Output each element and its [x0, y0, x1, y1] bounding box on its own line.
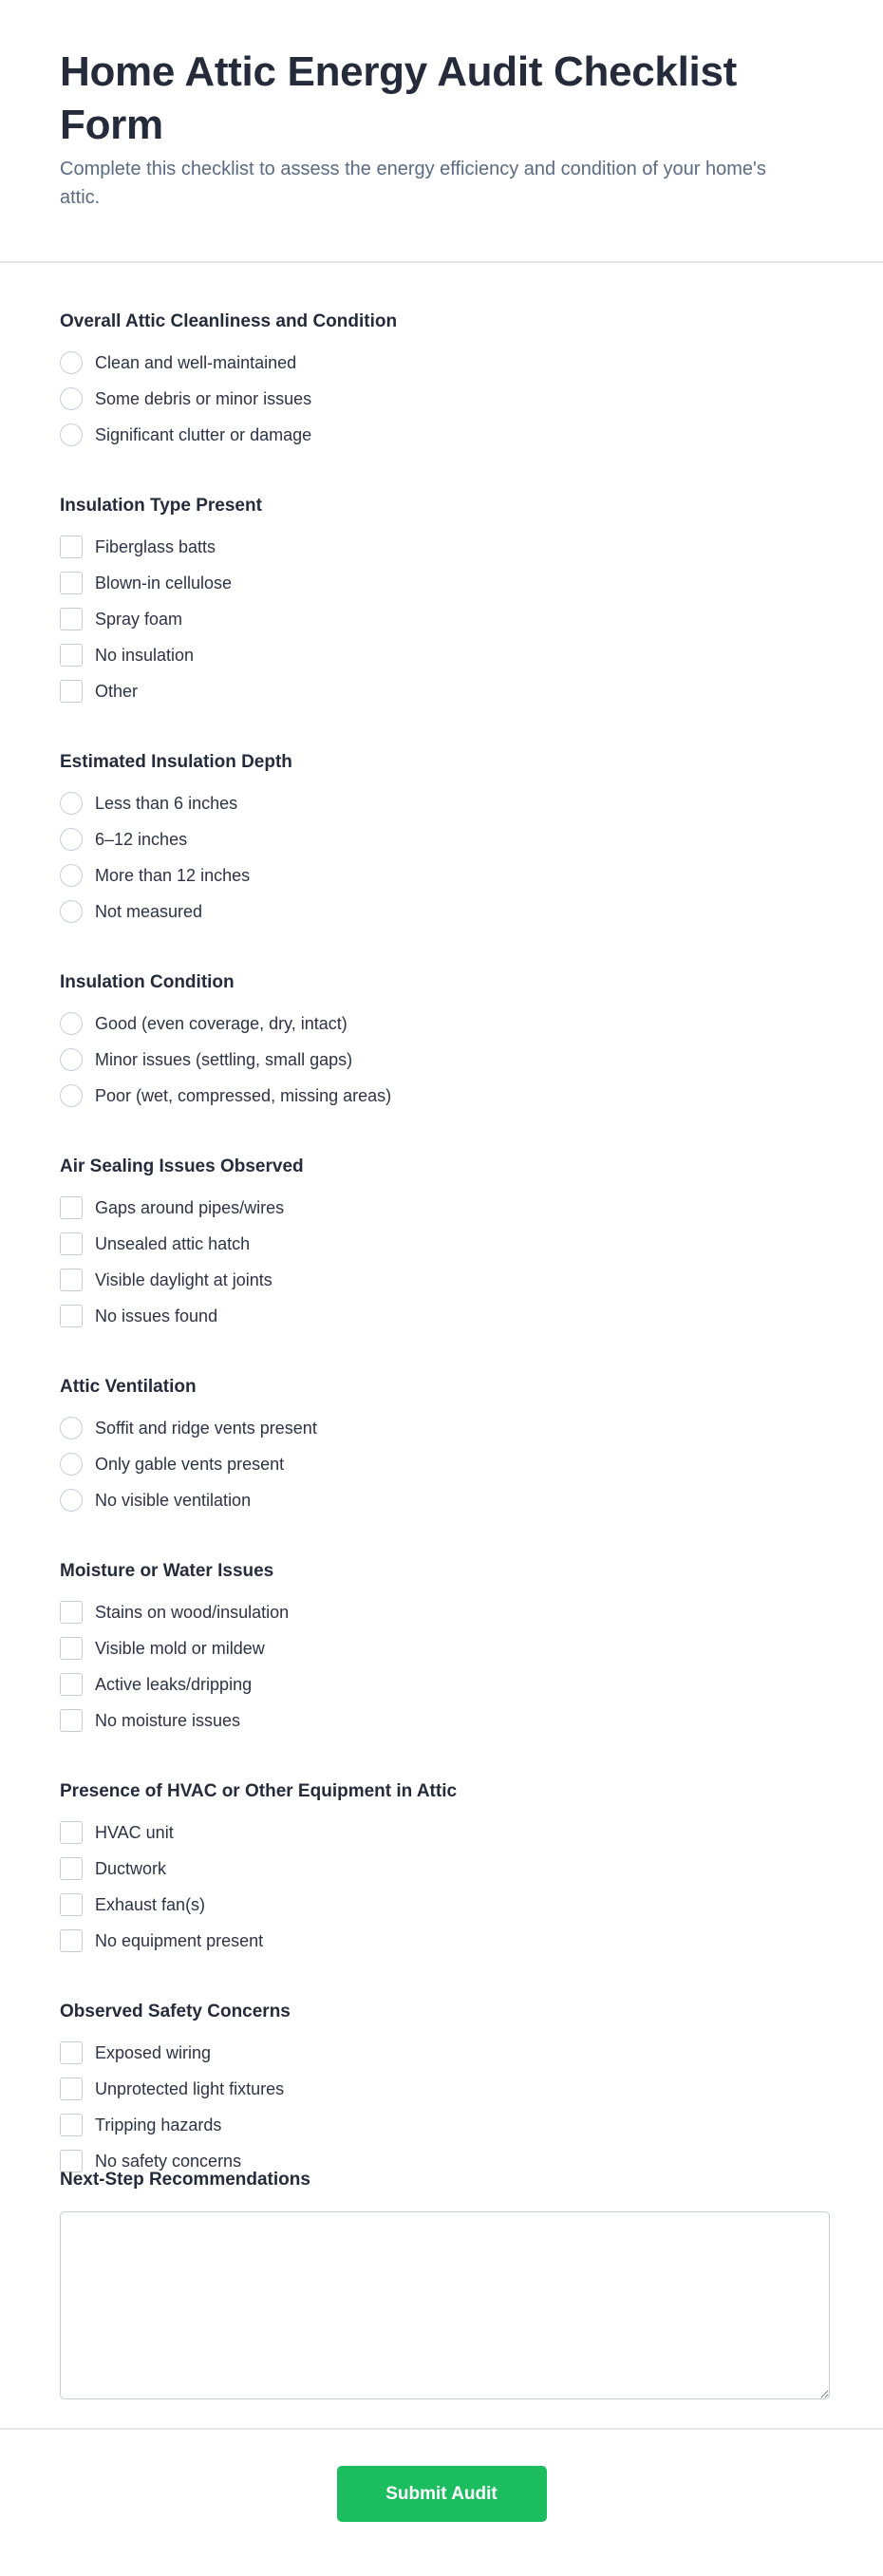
option-label: Visible mold or mildew — [95, 1638, 265, 1658]
question-section — [60, 494, 829, 709]
option-label: Good (even coverage, dry, intact) — [95, 1013, 348, 1033]
page-title: Home Attic Energy Audit Checklist Form — [60, 48, 737, 148]
radio-button[interactable] — [60, 792, 83, 815]
radio-option[interactable] — [60, 1446, 829, 1482]
radio-button[interactable] — [60, 387, 83, 410]
checkbox-option[interactable] — [60, 1702, 829, 1739]
checkbox-option[interactable] — [60, 1814, 829, 1851]
radio-button[interactable] — [60, 828, 83, 851]
radio-button[interactable] — [60, 423, 83, 446]
option-label: Blown-in cellulose — [95, 573, 233, 592]
checkbox[interactable] — [60, 1709, 83, 1732]
radio-option[interactable] — [60, 1410, 829, 1446]
option-label: HVAC unit — [95, 1822, 174, 1842]
question-title: Air Sealing Issues Observed — [60, 1156, 304, 1176]
question-title: Insulation Condition — [60, 972, 235, 992]
radio-button[interactable] — [60, 1489, 83, 1512]
option-label: Spray foam — [95, 609, 183, 629]
checkbox[interactable] — [60, 644, 83, 667]
question-section — [60, 750, 829, 930]
radio-option[interactable] — [60, 1482, 829, 1518]
question-section — [60, 1375, 829, 1518]
option-label: Soffit and ridge vents present — [95, 1418, 317, 1438]
radio-option[interactable] — [60, 417, 829, 453]
audit-form — [0, 263, 883, 2179]
radio-option[interactable] — [60, 821, 829, 857]
option-label: No safety concerns — [95, 2151, 242, 2171]
checkbox[interactable] — [60, 1929, 83, 1952]
notes-section — [60, 2168, 830, 2399]
checkbox-option[interactable] — [60, 1226, 829, 1262]
radio-button[interactable] — [60, 900, 83, 923]
radio-option[interactable] — [60, 1006, 829, 1042]
option-label: Exposed wiring — [95, 2042, 212, 2062]
checkbox[interactable] — [60, 1232, 83, 1255]
question-section — [60, 1779, 829, 1959]
option-label: Not measured — [95, 901, 203, 921]
radio-button[interactable] — [60, 351, 83, 374]
radio-option[interactable] — [60, 893, 829, 930]
radio-button[interactable] — [60, 1453, 83, 1476]
question-section — [60, 970, 829, 1114]
checkbox-option[interactable] — [60, 529, 829, 565]
option-label: Poor (wet, compressed, missing areas) — [95, 1085, 392, 1105]
question-section — [60, 1559, 829, 1739]
recommendations-textarea[interactable] — [60, 2211, 830, 2399]
question-section — [60, 2000, 829, 2179]
radio-button[interactable] — [60, 1012, 83, 1035]
option-label: More than 12 inches — [95, 865, 251, 885]
submit-audit-button[interactable]: Submit Audit — [337, 2466, 547, 2522]
checkbox-option[interactable] — [60, 1666, 829, 1702]
checkbox[interactable] — [60, 1305, 83, 1327]
checkbox-option[interactable] — [60, 1262, 829, 1298]
radio-option[interactable] — [60, 345, 829, 381]
option-label: Active leaks/dripping — [95, 1674, 253, 1694]
checkbox-option[interactable] — [60, 673, 829, 709]
option-label: Stains on wood/insulation — [95, 1602, 290, 1622]
option-label: Unprotected light fixtures — [95, 2078, 285, 2098]
option-label: Only gable vents present — [95, 1454, 285, 1474]
checkbox-option[interactable] — [60, 1851, 829, 1887]
checkbox[interactable] — [60, 2078, 83, 2100]
question-title: Presence of HVAC or Other Equipment in Attic — [60, 1781, 458, 1801]
question-title: Overall Attic Cleanliness and Condition — [60, 311, 398, 331]
radio-button[interactable] — [60, 1084, 83, 1107]
question-title: Attic Ventilation — [60, 1377, 197, 1397]
checkbox-option[interactable] — [60, 2035, 829, 2071]
question-section — [60, 1155, 829, 1334]
radio-option[interactable] — [60, 1042, 829, 1078]
checkbox[interactable] — [60, 2041, 83, 2064]
form-footer — [0, 2428, 883, 2522]
checkbox-option[interactable] — [60, 1298, 829, 1334]
checkbox[interactable] — [60, 608, 83, 630]
question-section — [60, 310, 829, 453]
checkbox-option[interactable] — [60, 1594, 829, 1630]
checkbox[interactable] — [60, 2114, 83, 2136]
checkbox[interactable] — [60, 1601, 83, 1624]
page-subtitle: Complete this checklist to assess the energy efficiency and condition of your home's attic. — [60, 159, 766, 208]
question-title: Estimated Insulation Depth — [60, 752, 292, 772]
radio-option[interactable] — [60, 1078, 829, 1114]
notes-title: Next-Step Recommendations — [60, 2170, 310, 2190]
option-label: Significant clutter or damage — [95, 424, 312, 444]
form-header — [0, 0, 883, 263]
radio-button[interactable] — [60, 864, 83, 887]
radio-option[interactable] — [60, 857, 829, 893]
checkbox[interactable] — [60, 1893, 83, 1916]
option-label: Clean and well-maintained — [95, 352, 297, 372]
question-title: Insulation Type Present — [60, 496, 262, 516]
checkbox[interactable] — [60, 680, 83, 703]
checkbox[interactable] — [60, 1196, 83, 1219]
option-label: Fiberglass batts — [95, 536, 216, 556]
option-label: Unsealed attic hatch — [95, 1233, 251, 1253]
option-label: Ductwork — [95, 1858, 167, 1878]
checkbox-option[interactable] — [60, 1923, 829, 1959]
checkbox-option[interactable] — [60, 1190, 829, 1226]
option-label: Less than 6 inches — [95, 793, 238, 813]
option-label: Some debris or minor issues — [95, 388, 312, 408]
checkbox-option[interactable] — [60, 2107, 829, 2143]
option-label: Tripping hazards — [95, 2115, 222, 2134]
checkbox[interactable] — [60, 1637, 83, 1660]
option-label: No equipment present — [95, 1930, 264, 1950]
option-label: 6–12 inches — [95, 829, 188, 849]
option-label: No visible ventilation — [95, 1490, 252, 1510]
option-label: No insulation — [95, 645, 195, 665]
checkbox[interactable] — [60, 572, 83, 594]
checkbox[interactable] — [60, 1673, 83, 1696]
option-label: Gaps around pipes/wires — [95, 1197, 285, 1217]
checkbox-option[interactable] — [60, 637, 829, 673]
checkbox[interactable] — [60, 1857, 83, 1880]
option-label: No moisture issues — [95, 1710, 241, 1730]
radio-option[interactable] — [60, 785, 829, 821]
option-label: Visible daylight at joints — [95, 1269, 272, 1289]
option-label: Exhaust fan(s) — [95, 1894, 206, 1914]
checkbox[interactable] — [60, 536, 83, 558]
option-label: No issues found — [95, 1306, 218, 1326]
checkbox-option[interactable] — [60, 601, 829, 637]
checkbox-option[interactable] — [60, 565, 829, 601]
option-label: Other — [95, 681, 139, 701]
radio-option[interactable] — [60, 381, 829, 417]
question-title: Observed Safety Concerns — [60, 2002, 291, 2021]
checkbox[interactable] — [60, 1821, 83, 1844]
question-title: Moisture or Water Issues — [60, 1561, 274, 1581]
option-label: Minor issues (settling, small gaps) — [95, 1049, 353, 1069]
radio-button[interactable] — [60, 1048, 83, 1071]
checkbox-option[interactable] — [60, 1630, 829, 1666]
checkbox-option[interactable] — [60, 1887, 829, 1923]
checkbox[interactable] — [60, 1269, 83, 1291]
radio-button[interactable] — [60, 1417, 83, 1439]
checkbox-option[interactable] — [60, 2071, 829, 2107]
